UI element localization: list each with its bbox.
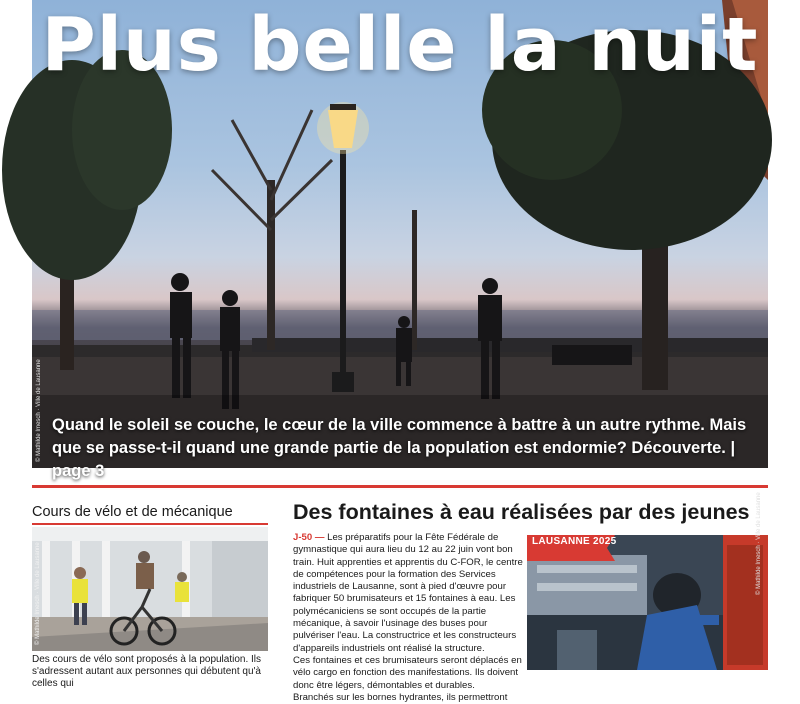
arcade-scene-illustration bbox=[32, 527, 268, 651]
bicycle-course-photo bbox=[32, 527, 268, 651]
workshop-photo bbox=[527, 492, 768, 670]
lausanne-2025-logo bbox=[527, 535, 617, 561]
article-body bbox=[293, 532, 523, 703]
sidebar-title-underline bbox=[32, 523, 268, 525]
hero-caption: Quand le soleil se couche, le cœur de la ville commence à battre à un autre rythme. Mais que se passe-t-il quand une grande partie de la population est endormie? Découverte. | page 3 bbox=[52, 416, 747, 480]
photo-credit: © Mathilde Imesch · Ville de Lausanne bbox=[756, 492, 762, 595]
headline: Plus belle la nuit bbox=[41, 2, 759, 88]
article-paragraph-2: Ces fontaines et ces brumisateurs seront déplacés en vélo cargo en fonction des manifestations. Ils doivent donc être légers, démontables et durables. bbox=[293, 654, 522, 691]
article-paragraph bbox=[293, 532, 523, 655]
article-paragraph-1: Les préparatifs pour la Fête Fédérale de gymnastique qui aura lieu du 12 au 22 juin vont bon train. Huit apprenties et apprentis du C-FOR, le centre de compétences pour la formation des Services industriels de Lausanne, sont à pied d'œuvre pour fabriquer 50 brumisateurs et 15 fontaines à eau. Les polymécaniciens se sont occupés de la partie mécanique, à savoir l'usinage des buses pour pulvériser l'eau. La constructrice et les constructeurs d'appareils industriels ont réalisé la structure. bbox=[293, 532, 523, 654]
article-title: Des fontaines à eau réalisées par des jeunes bbox=[293, 500, 750, 524]
hero-photo bbox=[32, 0, 768, 480]
sidebar-text: Des cours de vélo sont proposés à la population. Ils s'adressent autant aux personnes qui débutent qu'à celles qui bbox=[32, 654, 262, 689]
logo-text: LAUSANNE 2025 bbox=[532, 536, 617, 547]
sidebar-title: Cours de vélo et de mécanique bbox=[32, 504, 233, 520]
article-paragraph-3: Branchés sur les bornes hydrantes, ils permettront bbox=[293, 691, 508, 703]
photo-credit: © Mathilde Imesch · Ville de Lausanne bbox=[35, 542, 41, 645]
dateline: J-50 — bbox=[293, 532, 325, 543]
photo-credit: © Mathilde Imesch · Ville de Lausanne bbox=[36, 359, 42, 462]
section-divider bbox=[32, 485, 768, 488]
